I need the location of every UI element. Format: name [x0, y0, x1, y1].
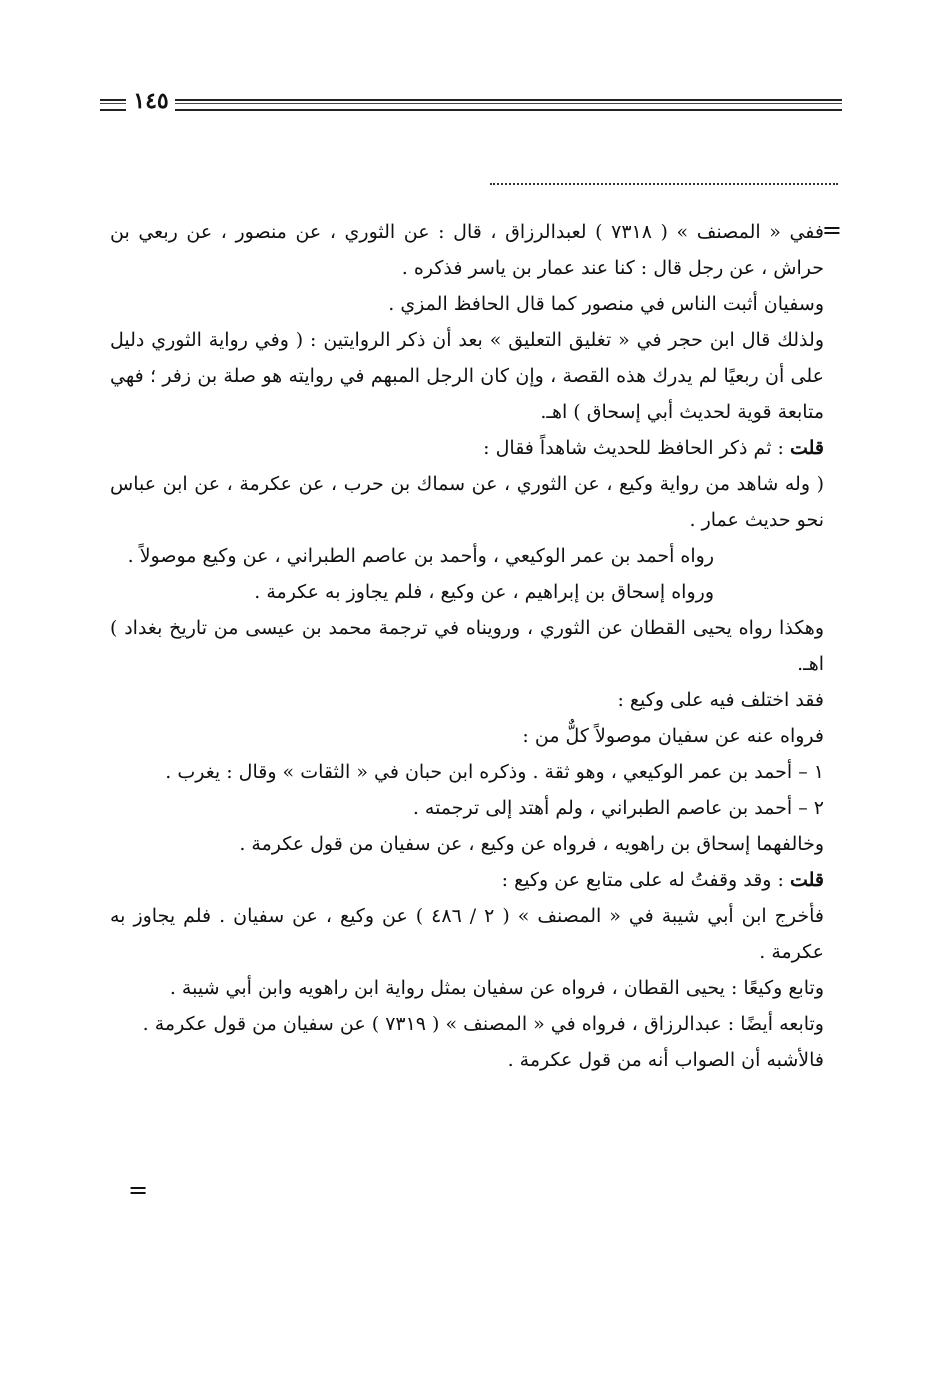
- paragraph-14: [110, 862, 824, 898]
- paragraph-17: وتابعه أيضًا : عبدالرزاق ، فرواه في « المصنف » ( ٧٣١٩ ) عن سفيان من قول عكرمة .: [142, 1013, 824, 1035]
- paragraph-6: رواه أحمد بن عمر الوكيعي ، وأحمد بن عاصم الطبراني ، عن وكيع موصولاً .: [127, 545, 714, 567]
- continuation-mark-top: =: [821, 216, 842, 244]
- continuation-mark-bottom: =: [128, 1176, 149, 1204]
- qult-label: قلت: [789, 869, 824, 891]
- paragraph-4-text: : ثم ذكر الحافظ للحديث شاهداً فقال :: [483, 437, 790, 459]
- paragraph-18: فالأشبه أن الصواب أنه من قول عكرمة .: [507, 1049, 824, 1071]
- footnote-separator: [490, 183, 838, 185]
- paragraph-3: ولذلك قال ابن حجر في « تغليق التعليق » بعد أن ذكر الروايتين : ( وفي رواية الثوري دليل على أن ربعيًا لم يدرك هذه القصة ، وإن كان الرجل المبهم في روايته هو صلة بن زفر ؛ فهي متابعة قوية لحديث أبي إسحاق ) اهـ.: [110, 329, 824, 423]
- header-rule-left: [100, 99, 126, 111]
- paragraph-1: ففي « المصنف » ( ٧٣١٨ ) لعبدالرزاق ، قال : عن الثوري ، عن منصور ، عن ربعي بن حراش ، عن رجل قال : كنا عند عمار بن ياسر فذكره .: [110, 221, 824, 279]
- footnote-body: [110, 214, 824, 1078]
- paragraph-7: ورواه إسحاق بن إبراهيم ، عن وكيع ، فلم يجاوز به عكرمة .: [254, 581, 714, 603]
- qult-label: قلت: [789, 437, 824, 459]
- paragraph-12: ٢ – أحمد بن عاصم الطبراني ، ولم أهتد إلى ترجمته .: [412, 797, 824, 819]
- paragraph-5: ( وله شاهد من رواية وكيع ، عن الثوري ، عن سماك بن حرب ، عن عكرمة ، عن ابن عباس نحو حديث عمار .: [110, 473, 824, 531]
- paragraph-11: ١ – أحمد بن عمر الوكيعي ، وهو ثقة . وذكره ابن حبان في « الثقات » وقال : يغرب .: [165, 761, 824, 783]
- page-number: ١٤٥: [133, 88, 169, 114]
- paragraph-9: فقد اختلف فيه على وكيع :: [617, 689, 824, 711]
- paragraph-13: وخالفهما إسحاق بن راهويه ، فرواه عن وكيع ، عن سفيان من قول عكرمة .: [239, 833, 824, 855]
- paragraph-16: وتابع وكيعًا : يحيى القطان ، فرواه عن سفيان بمثل رواية ابن راهويه وابن أبي شيبة .: [169, 977, 824, 999]
- paragraph-4: [110, 430, 824, 466]
- paragraph-2: وسفيان أثبت الناس في منصور كما قال الحافظ المزي .: [388, 293, 824, 315]
- page-header: [100, 90, 842, 118]
- header-rule-right: [175, 99, 842, 111]
- paragraph-8: وهكذا رواه يحيى القطان عن الثوري ، ورويناه في ترجمة محمد بن عيسى من تاريخ بغداد ) اهـ.: [110, 617, 824, 675]
- paragraph-14-text: : وقد وقفتُ له على متابع عن وكيع :: [501, 869, 790, 891]
- paragraph-15: فأخرج ابن أبي شيبة في « المصنف » ( ٢ / ٤٨٦ ) عن وكيع ، عن سفيان . فلم يجاوز به عكرمة .: [110, 905, 825, 963]
- paragraph-10: فرواه عنه عن سفيان موصولاً كلٌّ من :: [522, 725, 824, 747]
